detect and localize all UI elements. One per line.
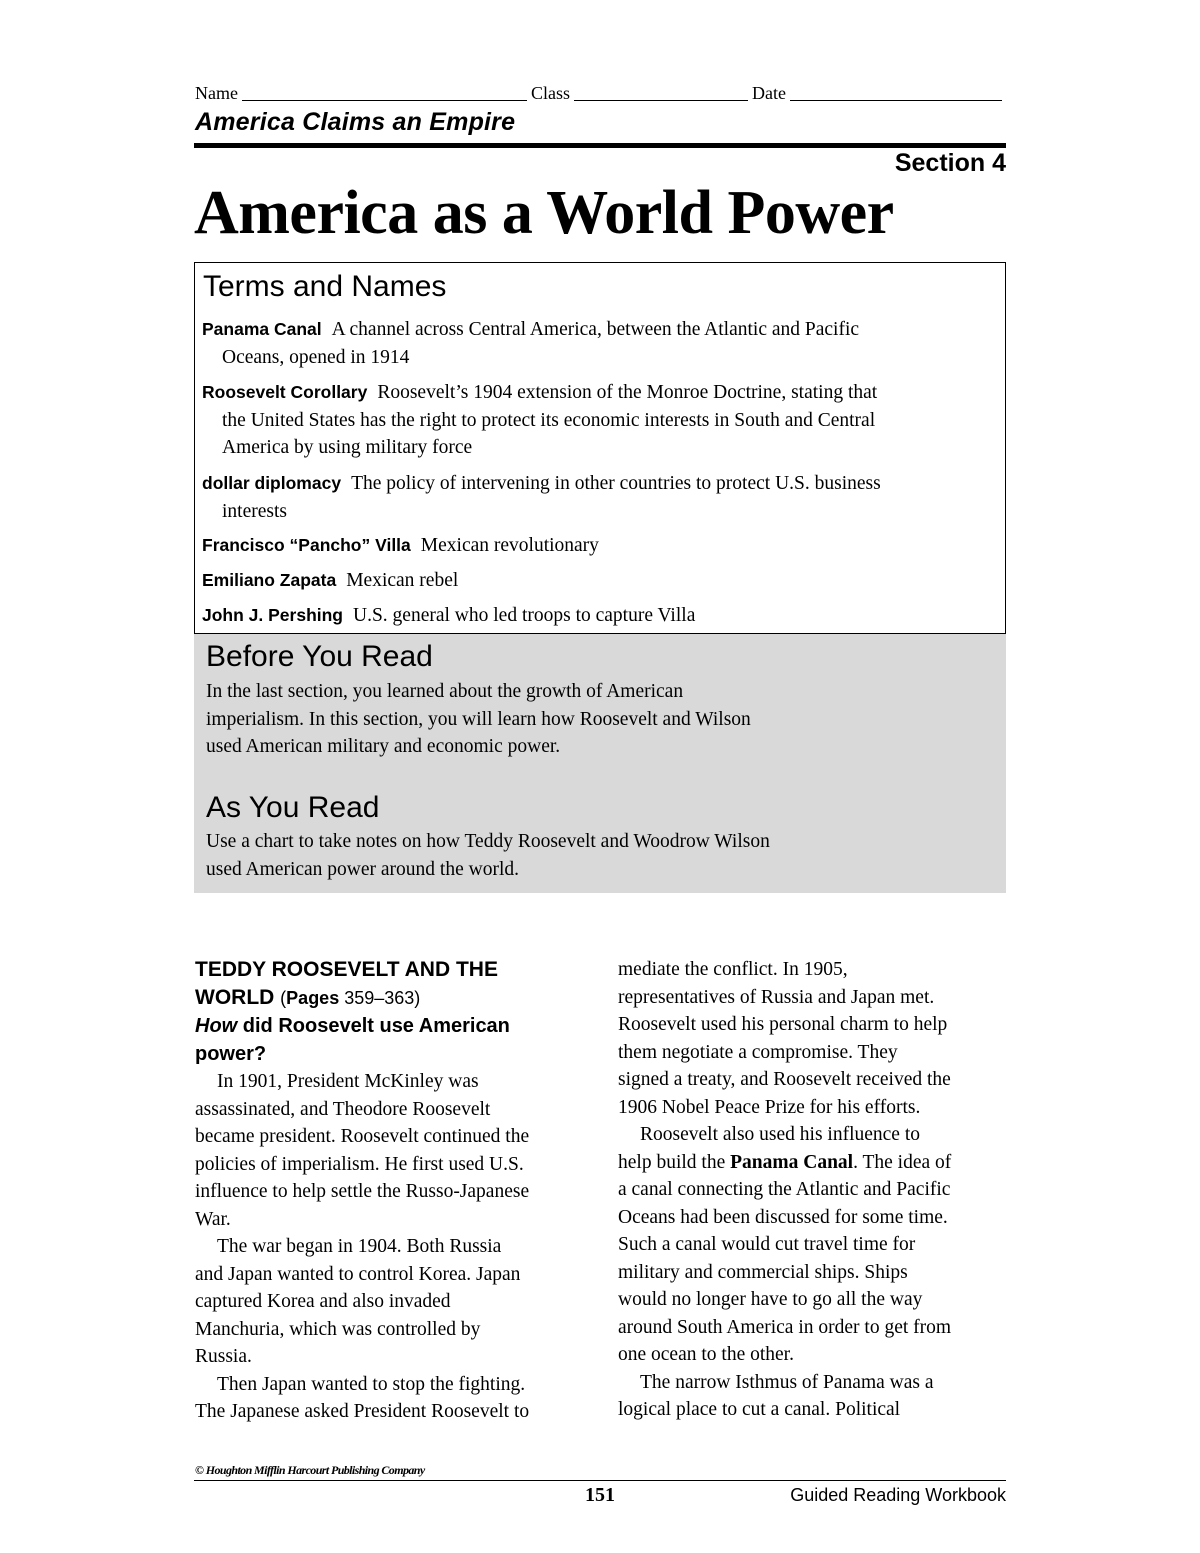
paragraph-line: and Japan wanted to control Korea. Japan (195, 1263, 521, 1285)
name-label: Name (195, 83, 238, 103)
class-field[interactable] (574, 82, 748, 101)
paragraph-line: War. (195, 1208, 231, 1230)
paragraph-line: Oceans had been discussed for some time. (618, 1206, 948, 1228)
before-you-read-heading: Before You Read (206, 640, 433, 673)
term-entry: John J. Pershing U.S. general who led troops to capture Villa (202, 605, 696, 626)
student-info-row (195, 78, 1006, 104)
article-body-right (618, 956, 1013, 1149)
paragraph-line: around South America in order to get from (618, 1316, 952, 1338)
workbook-label: Guided Reading Workbook (790, 1485, 1006, 1505)
paragraph-line: military and commercial ships. Ships (618, 1261, 908, 1283)
paragraph-line: Roosevelt used his personal charm to help (618, 1014, 948, 1035)
date-field[interactable] (790, 82, 1002, 101)
paragraph-line: The narrow Isthmus of Panama was a (640, 1371, 934, 1393)
title-rule (194, 143, 1006, 148)
term-name: Francisco “Pancho” Villa (202, 535, 411, 555)
name-field[interactable] (242, 82, 527, 101)
term-entry: Emiliano Zapata Mexican rebel (202, 570, 459, 591)
term-entry: Panama Canal A channel across Central America, between the Atlantic and Pacific Oceans, opened in 1914 (202, 319, 860, 368)
footer-rule (194, 1480, 1006, 1481)
paragraph-line: captured Korea and also invaded (195, 1291, 451, 1312)
paragraph-line: a canal connecting the Atlantic and Pacific (618, 1179, 951, 1200)
paragraph-line: mediate the conflict. In 1905, (618, 959, 848, 980)
before-you-read-text: In the last section, you learned about the growth of American imperialism. In this section, you will learn how Roosevelt and Wilson used American military and economic power. (206, 681, 751, 757)
article-question: How did Roosevelt use American power? (195, 1015, 510, 1065)
term-name: Emiliano Zapata (202, 570, 337, 590)
term-name: John J. Pershing (202, 605, 343, 625)
paragraph-line: The war began in 1904. Both Russia (217, 1236, 502, 1257)
paragraph-line: In 1901, President McKinley was (217, 1071, 479, 1092)
paragraph-line: logical place to cut a canal. Political (618, 1399, 901, 1420)
paragraph-line: one ocean to the other. (618, 1344, 794, 1365)
article-left-column (195, 956, 590, 1426)
term-highlight: Panama Canal (730, 1151, 854, 1173)
class-label: Class (530, 83, 570, 103)
page-title: America as a World Power (194, 179, 894, 247)
section-label: Section 4 (894, 149, 1006, 177)
paragraph-line: influence to help settle the Russo-Japanese (195, 1181, 530, 1202)
paragraph-line: Russia. (195, 1346, 252, 1367)
article-body-left (195, 1068, 590, 1426)
reading-guide-box (194, 634, 1006, 893)
paragraph-line: representatives of Russia and Japan met. (618, 986, 935, 1008)
paragraph-line: policies of imperialism. He first used U.S. (195, 1153, 524, 1175)
term-entry: Roosevelt Corollary Roosevelt’s 1904 extension of the Monroe Doctrine, stating that the United States has the right to protect its economic interests in South and Central America by using military force (202, 382, 878, 458)
date-label: Date (752, 83, 786, 103)
paragraph-line: assassinated, and Theodore Roosevelt (195, 1098, 491, 1120)
term-name: Roosevelt Corollary (202, 382, 368, 402)
paragraph-line: them negotiate a compromise. They (618, 1041, 898, 1063)
paragraph-line: would no longer have to go all the way (618, 1289, 923, 1310)
paragraph-line: signed a treaty, and Roosevelt received the (618, 1069, 951, 1090)
term-name: Panama Canal (202, 319, 322, 339)
copyright-notice: © Houghton Mifflin Harcourt Publishing Company (195, 1463, 425, 1477)
as-you-read-heading: As You Read (206, 791, 380, 824)
unit-title: America Claims an Empire (195, 108, 516, 136)
term-entry: dollar diplomacy The policy of intervening in other countries to protect U.S. business interests (202, 473, 881, 522)
paragraph-line: became president. Roosevelt continued the (195, 1126, 530, 1147)
article-right-column (618, 956, 1013, 1424)
paragraph-line: Then Japan wanted to stop the fighting. (217, 1373, 526, 1395)
term-entry: Francisco “Pancho” Villa Mexican revolutionary (202, 535, 599, 556)
paragraph-line: Such a canal would cut travel time for (618, 1234, 916, 1255)
article-body-right-continued (618, 1176, 1013, 1424)
paragraph-line: help build the Panama Canal. The idea of (618, 1151, 952, 1173)
paragraph-line: Roosevelt also used his influence to (640, 1124, 920, 1145)
terms-and-names-box (194, 262, 1006, 634)
as-you-read-text: Use a chart to take notes on how Teddy Roosevelt and Woodrow Wilson used American power around the world. (206, 831, 770, 880)
term-name: dollar diplomacy (202, 473, 342, 493)
terms-heading: Terms and Names (203, 270, 447, 303)
paragraph-line: 1906 Nobel Peace Prize for his efforts. (618, 1096, 921, 1118)
page-number: 151 (585, 1484, 615, 1506)
paragraph-line: Manchuria, which was controlled by (195, 1318, 481, 1340)
article-heading: TEDDY ROOSEVELT AND THE WORLD (Pages 359–363) (195, 958, 498, 1009)
paragraph-line: The Japanese asked President Roosevelt to (195, 1401, 530, 1422)
